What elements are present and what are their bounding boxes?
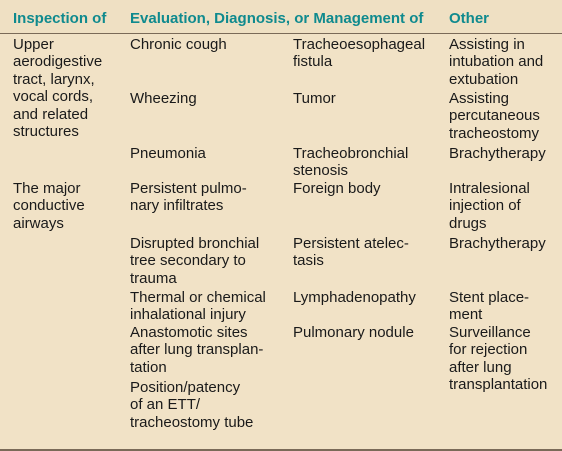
- cell-evaluation-secondary: Tracheobronchial stenosis: [293, 145, 409, 180]
- cell-evaluation-secondary: Persistent atelec- tasis: [293, 235, 409, 270]
- cell-other: Assisting percutaneous tracheostomy: [449, 90, 540, 142]
- cell-other: Surveillance for rejection after lung transplantation: [449, 324, 548, 394]
- header-evaluation: Evaluation, Diagnosis, or Management of: [130, 10, 424, 27]
- cell-evaluation-secondary: Tumor: [293, 90, 336, 107]
- cell-evaluation: Pneumonia: [130, 145, 206, 162]
- cell-evaluation-secondary: Pulmonary nodule: [293, 324, 414, 341]
- cell-evaluation-secondary: Tracheoesophageal fistula: [293, 36, 426, 71]
- cell-evaluation: Persistent pulmo- nary infiltrates: [130, 180, 247, 215]
- header-divider: [0, 33, 562, 34]
- cell-evaluation: Chronic cough: [130, 36, 227, 53]
- header-other: Other: [449, 10, 490, 27]
- cell-evaluation-secondary: Lymphadenopathy: [293, 289, 416, 306]
- cell-other: Brachytherapy: [449, 145, 546, 162]
- cell-other: Assisting in intubation and extubation: [449, 36, 544, 88]
- cell-evaluation: Anastomotic sites after lung transplan- tation: [130, 324, 264, 376]
- cell-inspection: Upper aerodigestive tract, larynx, vocal cords, and related structures: [13, 36, 103, 141]
- cell-other: Intralesional injection of drugs: [449, 180, 530, 232]
- cell-evaluation: Position/patency of an ETT/ tracheostomy tube: [130, 379, 254, 431]
- header-inspection: Inspection of: [13, 10, 107, 27]
- cell-evaluation-secondary: Foreign body: [293, 180, 381, 197]
- cell-inspection: The major conductive airways: [13, 180, 85, 232]
- cell-other: Brachytherapy: [449, 235, 546, 252]
- cell-evaluation: Thermal or chemical inhalational injury: [130, 289, 266, 324]
- cell-evaluation: Wheezing: [130, 90, 197, 107]
- cell-other: Stent place- ment: [449, 289, 530, 324]
- cell-evaluation: Disrupted bronchial tree secondary to trauma: [130, 235, 260, 287]
